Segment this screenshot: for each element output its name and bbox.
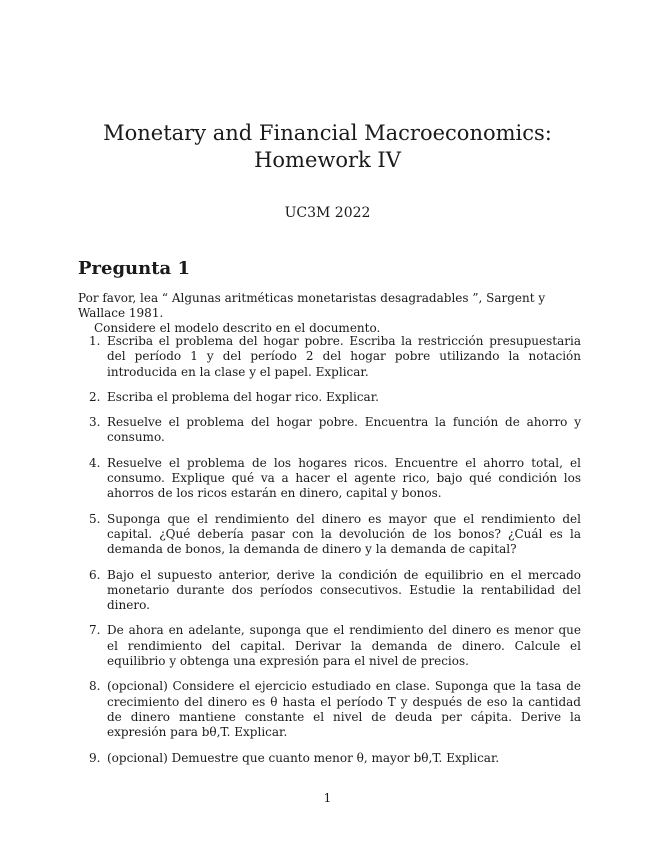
list-item [89,623,581,669]
list-item [89,415,581,446]
intro-paragraph [78,291,582,336]
item-text: Suponga que el rendimiento del dinero es mayor que el rendimiento del capital. ¿Qué debería pasar con la devolución de los bonos? ¿Cuál es la demanda de bonos, la demanda de dinero y la demanda de capital? [107,511,581,557]
intro-line-2: Considere el modelo descrito en el documento. [94,321,381,335]
item-number: 2. [89,389,101,404]
list-item [89,567,581,614]
item-number: 6. [89,567,101,582]
item-text: (opcional) Considere el ejercicio estudiado en clase. Suponga que la tasa de crecimiento del dinero es θ hasta el período T y después de eso la cantidad de dinero mantiene constante el nivel de deuda per cápita. Derive la expresión para bθ,T. Explicar. [107,679,581,740]
section-heading: Pregunta 1 [78,258,190,279]
item-number: 9. [89,750,101,765]
document-title: Monetary and Financial Macroeconomics: Homework IV [103,121,552,172]
list-item [89,511,581,558]
list-item [89,679,581,740]
item-number: 4. [89,455,101,470]
item-number: 7. [89,623,101,638]
item-number: 5. [89,511,101,526]
item-number: 8. [89,679,101,694]
item-number: 3. [89,415,101,430]
intro-line-1: Por favor, lea “ Algunas aritméticas monetaristas desagradables ”, Sargent y Wallace 1981. [78,291,546,320]
item-text: (opcional) Demuestre que cuanto menor θ, mayor bθ,T. Explicar. [107,750,500,765]
list-item [89,389,581,405]
item-text: Escriba el problema del hogar pobre. Escriba la restricción presupuestaria del período 1 y del período 2 del hogar pobre utilizando la notación introducida en la clase y el papel. Explicar. [107,334,581,379]
list-item [89,334,581,380]
page-number: 1 [323,791,332,805]
list-item [89,750,581,766]
item-text: De ahora en adelante, suponga que el rendimiento del dinero es menor que el rendimiento del capital. Derivar la demanda de dinero. Calcule el equilibrio y obtenga una expresión para el nivel de precios. [107,623,581,669]
list-item [89,455,581,502]
item-number: 1. [89,334,101,348]
item-text: Resuelve el problema de los hogares ricos. Encuentre el ahorro total, el consumo. Explique qué va a hacer el agente rico, bajo qué condición los ahorros de los ricos estarán en dinero, capital y bonos. [107,455,581,501]
item-text: Escriba el problema del hogar rico. Explicar. [107,389,379,404]
item-text: Resuelve el problema del hogar pobre. Encuentra la función de ahorro y consumo. [107,415,581,445]
question-list [89,334,581,776]
item-text: Bajo el supuesto anterior, derive la condición de equilibrio en el mercado monetario durante dos períodos consecutivos. Estudie la rentabilidad del dinero. [107,567,581,613]
affiliation: UC3M 2022 [284,205,371,221]
